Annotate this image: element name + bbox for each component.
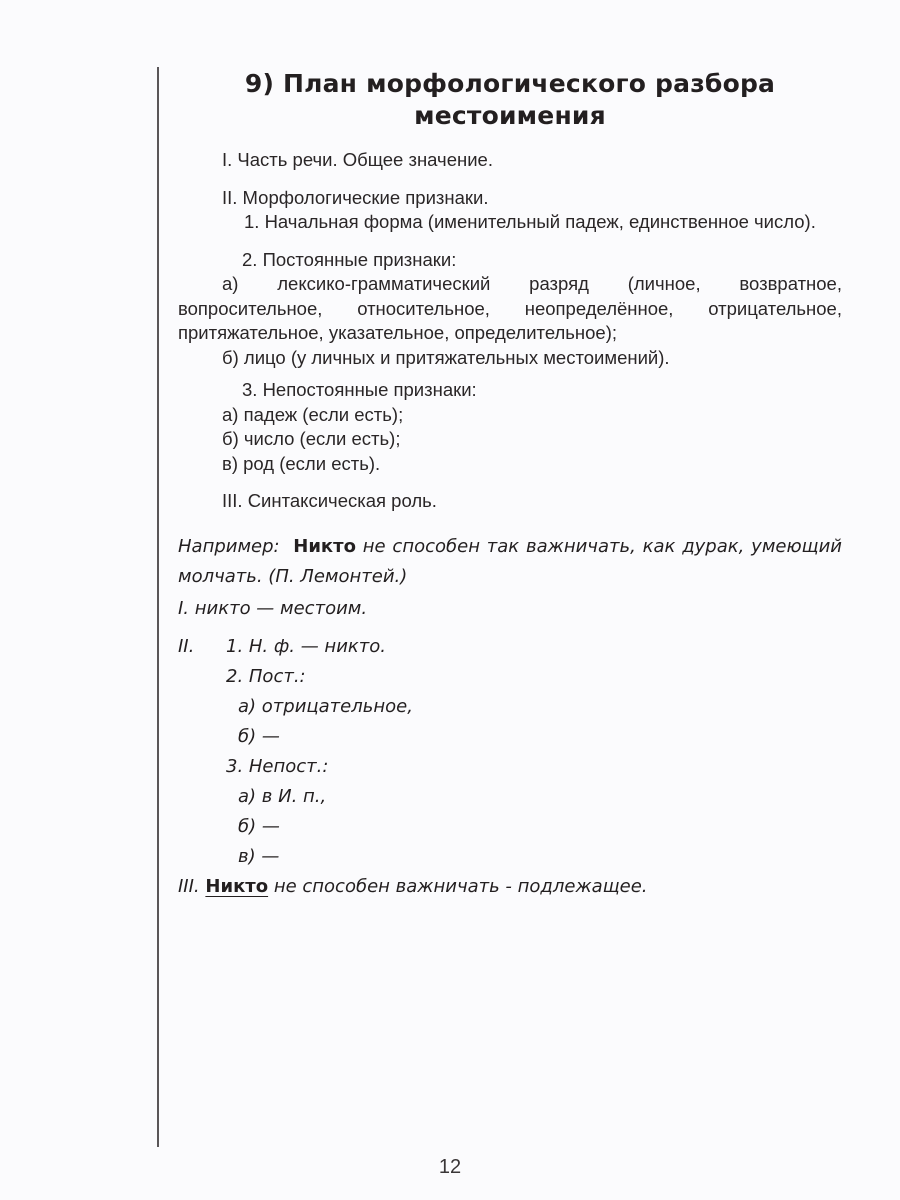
plan-constant-features: 2. Постоянные признаки: <box>242 248 457 270</box>
margin-rule <box>157 67 159 1147</box>
example-step-2-3b: б) — <box>238 815 280 837</box>
example-step-2-3a: а) в И. п., <box>238 785 327 807</box>
example-step-2-2b: б) — <box>238 725 280 747</box>
analysis-plan <box>178 148 842 514</box>
page-number: 12 <box>438 1156 462 1178</box>
example-step-3-text: не способен важничать - подлежащее. <box>268 875 648 897</box>
plan-item-initial-form: 1. Начальная форма (именительный падеж, единственное число). <box>244 211 816 232</box>
title-line-2: местоимения <box>414 101 606 130</box>
page-content <box>178 68 842 902</box>
plan-constant-b: б) лицо (у личных и притяжательных местоимений). <box>222 346 670 368</box>
example-step-1: I. никто — местоим. <box>178 597 368 619</box>
example-step-3-num: III. <box>178 875 200 897</box>
example-step-2-2a: а) отрицательное, <box>238 695 413 717</box>
plan-variable-features: 3. Непостоянные признаки: <box>242 379 477 400</box>
plan-section-2: II. Морфологические признаки. <box>222 186 489 208</box>
plan-constant-a: а) лексико-грамматический разряд (личное, возвратное, вопросительное, относительное, неопределённое, отрицательное, притяжательное, указательное, определительное); <box>178 273 842 343</box>
plan-variable-a: а) падеж (если есть); <box>222 403 404 425</box>
example-sentence <box>178 532 842 592</box>
plan-variable-b: б) число (если есть); <box>222 428 401 449</box>
example-lead: Например: <box>178 535 280 557</box>
example-keyword: Никто <box>293 535 356 557</box>
example-step-2-2: 2. Пост.: <box>226 665 306 687</box>
example-step-2 <box>178 632 842 662</box>
plan-section-1: I. Часть речи. Общее значение. <box>222 149 493 170</box>
example-step-2-3c: в) — <box>238 845 280 867</box>
example-step-2-1: 1. Н. ф. — никто. <box>226 635 386 657</box>
plan-section-3: III. Синтаксическая роль. <box>222 490 437 511</box>
plan-variable-c: в) род (если есть). <box>222 452 381 474</box>
title-line-1: 9) План морфологического разбора <box>244 69 776 98</box>
page-title <box>178 68 842 132</box>
example-step-2-3: 3. Непост.: <box>226 755 329 777</box>
example-step-2-num: II. <box>178 635 195 657</box>
example-text: не способен так важничать, как дурак, умеющий молчать. (П. Лемонтей.) <box>178 535 842 587</box>
example-analysis <box>178 532 842 902</box>
example-step-3 <box>178 872 842 902</box>
example-step-3-keyword: Никто <box>205 875 269 897</box>
